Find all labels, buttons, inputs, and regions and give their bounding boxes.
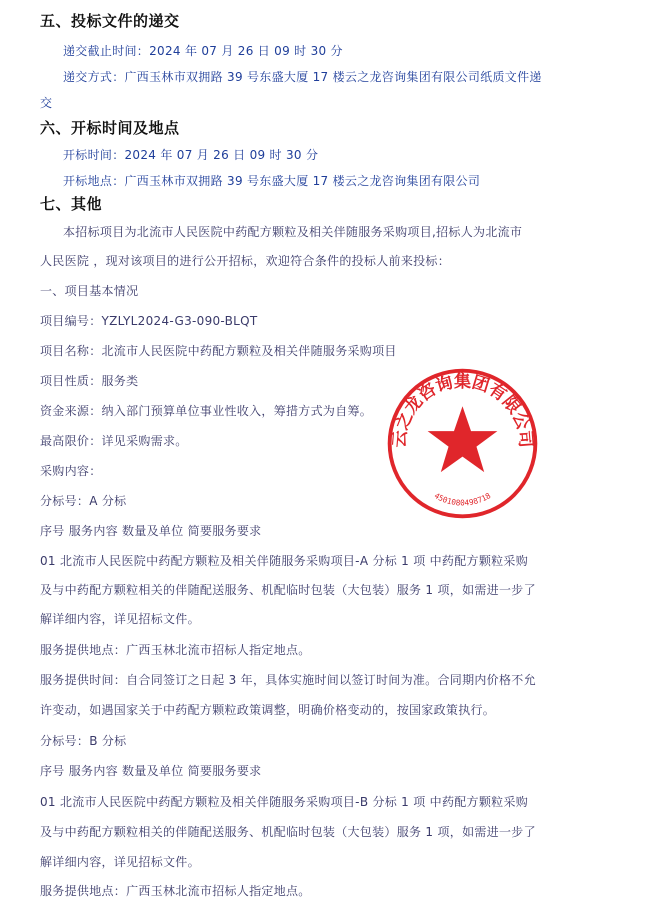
lot-b-item-line3: 解详细内容，详见招标文件。	[40, 855, 200, 869]
submission-method-line1: 递交方式：广西玉林市双拥路 39 号东盛大厦 17 楼云之龙咨询集团有限公司纸质文件递	[63, 70, 542, 84]
lot-b-label: 分标号：B 分标	[40, 734, 127, 748]
procurement-content: 采购内容：	[40, 464, 102, 478]
funds-source: 资金来源：纳入部门预算单位事业性收入，筹措方式为自筹。	[40, 404, 373, 418]
lot-a-item-line3: 解详细内容，详见招标文件。	[40, 612, 200, 626]
company-seal	[385, 366, 540, 521]
lot-a-item-line1: 01 北流市人民医院中药配方颗粒及相关伴随服务采购项目-A 分标 1 项 中药配方颗粒采购	[40, 554, 529, 568]
lot-a-header: 序号 服务内容 数量及单位 简要服务要求	[40, 524, 262, 538]
lot-a-item-line2: 及与中药配方颗粒相关的伴随配送服务、机配临时包装（大包装）服务 1 项，如需进一步了	[40, 583, 536, 597]
intro-line2: 人民医院 ，现对该项目的进行公开招标，欢迎符合条件的投标人前来投标：	[40, 254, 451, 268]
seal-number: 4501080498718	[432, 491, 493, 508]
project-code: 项目编号：YZLYL2024-G3-090-BLQT	[40, 314, 258, 328]
opening-time: 开标时间：2024 年 07 月 26 日 09 时 30 分	[63, 148, 319, 162]
lot-b-item-line1: 01 北流市人民医院中药配方颗粒及相关伴随服务采购项目-B 分标 1 项 中药配方颗粒采购	[40, 795, 529, 809]
lot-b-location: 服务提供地点：广西玉林北流市招标人指定地点。	[40, 884, 311, 898]
submission-deadline: 递交截止时间：2024 年 07 月 26 日 09 时 30 分	[63, 44, 343, 58]
lot-b-header: 序号 服务内容 数量及单位 简要服务要求	[40, 764, 262, 778]
basic-info-heading: 一、项目基本情况	[40, 284, 139, 298]
max-price: 最高限价：详见采购需求。	[40, 434, 188, 448]
seal-arc-text: 云之龙咨询集团有限公司	[389, 371, 536, 449]
opening-place: 开标地点：广西玉林市双拥路 39 号东盛大厦 17 楼云之龙咨询集团有限公司	[63, 174, 481, 188]
section-7-title: 七、其他	[40, 195, 103, 213]
project-name: 项目名称：北流市人民医院中药配方颗粒及相关伴随服务采购项目	[40, 344, 397, 358]
lot-a-label: 分标号：A 分标	[40, 494, 127, 508]
section-6-title: 六、开标时间及地点	[40, 119, 180, 137]
lot-a-time-line1: 服务提供时间：自合同签订之日起 3 年，具体实施时间以签订时间为准。合同期内价格不允	[40, 673, 536, 687]
project-nature: 项目性质：服务类	[40, 374, 139, 388]
intro-line1: 本招标项目为北流市人民医院中药配方颗粒及相关伴随服务采购项目,招标人为北流市	[63, 225, 523, 239]
seal-star-icon	[428, 406, 498, 472]
lot-a-location: 服务提供地点：广西玉林北流市招标人指定地点。	[40, 643, 311, 657]
submission-method-line2: 交	[40, 96, 53, 110]
lot-b-item-line2: 及与中药配方颗粒相关的伴随配送服务、机配临时包装（大包装）服务 1 项，如需进一步了	[40, 825, 536, 839]
section-5-title: 五、投标文件的递交	[40, 12, 180, 30]
lot-a-time-line2: 许变动，如遇国家关于中药配方颗粒政策调整，明确价格变动的，按国家政策执行。	[40, 703, 496, 717]
